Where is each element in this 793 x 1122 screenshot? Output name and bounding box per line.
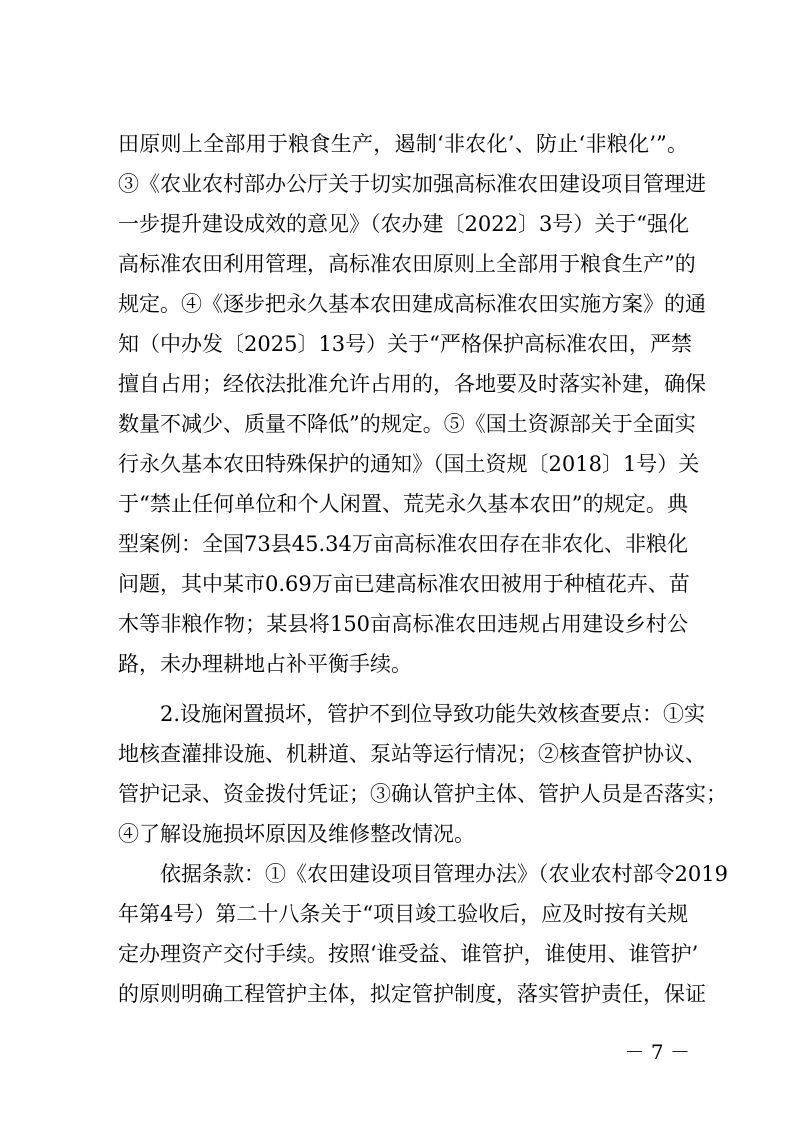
text-line: 木等非粮作物；某县将150亩高标准农田违规占用建设乡村公	[118, 612, 688, 636]
text-line: 规定。④《逐步把永久基本农田建成高标准农田实施方案》的通	[118, 292, 706, 316]
paragraph-1	[118, 124, 706, 684]
paragraph-3	[118, 854, 728, 1014]
text-line: 一步提升建设成效的意见》（农办建〔2022〕3号）关于“强化	[118, 212, 690, 236]
text-line: 2.设施闲置损坏，管护不到位导致功能失效核查要点：①实	[160, 702, 706, 726]
text-line: 的原则明确工程管护主体，拟定管护制度，落实管护责任，保证	[118, 982, 706, 1006]
text-line: ④了解设施损坏原因及维修整改情况。	[118, 822, 475, 846]
text-line: 依据条款：①《农田建设项目管理办法》（农业农村部令2019	[160, 862, 728, 886]
text-line: ③《农业农村部办公厅关于切实加强高标准农田建设项目管理进	[118, 172, 706, 196]
text-line: 定办理资产交付手续。按照‘谁受益、谁管护，谁使用、谁管护’	[118, 942, 699, 966]
text-line: 年第4号）第二十八条关于“项目竣工验收后，应及时按有关规	[118, 902, 689, 926]
page-number: － 7 －	[624, 1040, 690, 1064]
text-line: 地核查灌排设施、机耕道、泵站等运行情况；②核查管护协议、	[118, 742, 706, 766]
text-line: 田原则上全部用于粮食生产，遏制‘非农化’、防止‘非粮化’”。	[118, 132, 688, 156]
text-line: 问题，其中某市0.69万亩已建高标准农田被用于种植花卉、苗	[118, 572, 690, 596]
body-text	[118, 124, 728, 1014]
text-line: 知（中办发〔2025〕13号）关于“严格保护高标准农田，严禁	[118, 332, 692, 356]
text-line: 数量不减少、质量不降低”的规定。⑤《国土资源部关于全面实	[118, 412, 696, 436]
text-line: 擅自占用；经依法批准允许占用的，各地要及时落实补建，确保	[118, 372, 706, 396]
text-line: 型案例：全国73县45.34万亩高标准农田存在非农化、非粮化	[118, 532, 688, 556]
text-line: 行永久基本农田特殊保护的通知》（国土资规〔2018〕1号）关	[118, 452, 700, 476]
text-line: 高标准农田利用管理，高标准农田原则上全部用于粮食生产”的	[118, 252, 696, 276]
paragraph-gap	[118, 684, 688, 694]
text-line: 管护记录、资金拨付凭证；③确认管护主体、管护人员是否落实；	[118, 782, 727, 806]
paragraph-2	[118, 694, 727, 854]
text-line: 于“禁止任何单位和个人闲置、荒芜永久基本农田”的规定。典	[118, 492, 688, 516]
text-line: 路，未办理耕地占补平衡手续。	[118, 652, 412, 676]
